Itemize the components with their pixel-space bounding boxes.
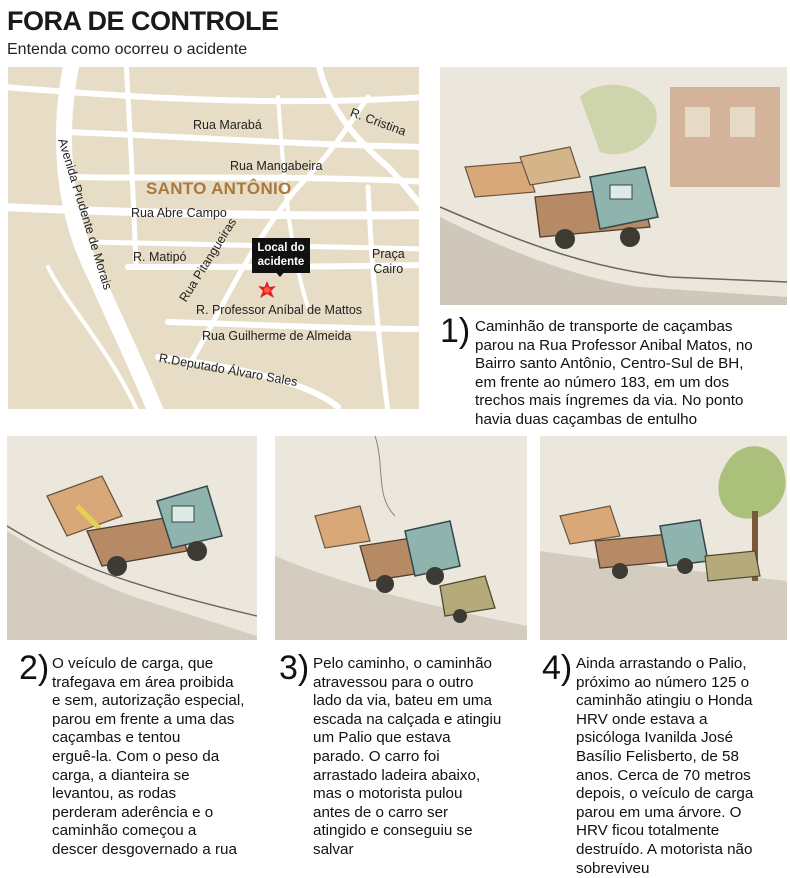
step-2-line: perderam aderência e o xyxy=(52,803,214,821)
step-4-line: sobreviveu xyxy=(576,859,650,877)
truck-lifting-illustration xyxy=(7,436,257,640)
truck-parked-illustration xyxy=(440,67,787,305)
accident-location-label xyxy=(252,238,310,273)
accident-marker xyxy=(258,281,276,298)
step-3-line: Pelo caminho, o caminhão xyxy=(313,655,492,672)
step-2-line: trafegava em área proibida xyxy=(52,673,234,691)
step-2-line: O veículo de carga, que xyxy=(52,655,214,672)
street-label-avenida: Avenida Prudente de Morais xyxy=(55,136,115,292)
step-4-line: próximo ao número 125 o xyxy=(576,673,750,691)
street-label-mangabeira: Rua Mangabeira xyxy=(230,159,323,173)
street-label-alvaro: R.Deputado Álvaro Sales xyxy=(157,350,299,390)
step-3-line: salvar xyxy=(313,840,354,858)
step-2-number: 2) xyxy=(19,649,50,687)
step-3-line: mas o motorista pulou xyxy=(313,785,463,803)
step-3-line: um Palio que estava xyxy=(313,729,451,747)
step-3-line: arrastado ladeira abaixo, xyxy=(313,766,481,784)
step-4-line: caminhão atingiu o Honda xyxy=(576,692,753,710)
step-2-line: levantou, as rodas xyxy=(52,785,177,803)
step-3-line: escada na calçada e atingiu xyxy=(313,710,502,728)
street-label-anibal: R. Professor Aníbal de Mattos xyxy=(196,303,363,317)
step-2-line: parou em frente a uma das xyxy=(52,710,235,728)
accident-label-line-2: acidente xyxy=(257,256,305,268)
street-label-cristina: R. Cristina xyxy=(348,105,408,139)
step-4-line: Ainda arrastando o Palio, xyxy=(576,655,747,672)
accident-label-line-1: Local do xyxy=(257,242,305,254)
step-2-text xyxy=(52,655,244,860)
step-3-line: antes de o carro ser xyxy=(313,803,449,821)
step-4-line: parou em uma árvore. O xyxy=(576,803,742,821)
step-1-number: 1) xyxy=(440,312,471,350)
neighborhood-label: SANTO ANTÔNIO xyxy=(146,179,292,198)
step-2-line: caminhão começou a xyxy=(52,822,197,840)
step-2-line: e sem, autorização especial, xyxy=(52,692,245,710)
step-4-number: 4) xyxy=(542,649,573,687)
step-3-number: 3) xyxy=(279,649,310,687)
step-1-line: Bairro santo Antônio, Centro-Sul de BH, xyxy=(475,355,744,373)
illustration-step-1 xyxy=(440,67,787,305)
step-1-text xyxy=(475,318,753,430)
step-4-text xyxy=(576,655,753,878)
step-4-line: anos. Cerca de 70 metros xyxy=(576,766,751,784)
step-1-line: havia duas caçambas de entulho xyxy=(475,410,698,428)
step-1-line: parou na Rua Professor Anibal Matos, no xyxy=(475,336,753,354)
step-2-line: descer desgovernado a rua xyxy=(52,840,237,858)
truck-stopped-tree-illustration xyxy=(540,436,787,640)
step-2-line: erguê-la. Com o peso da xyxy=(52,747,220,765)
street-label-abre-campo: Rua Abre Campo xyxy=(131,206,227,220)
street-label-guilherme: Rua Guilherme de Almeida xyxy=(202,329,352,343)
step-1-line: Caminhão de transporte de caçambas xyxy=(475,318,733,335)
page-subtitle: Entenda como ocorreu o acidente xyxy=(7,41,248,58)
step-3-line: atravessou para o outro xyxy=(313,673,474,691)
step-3-line: lado da via, bateu em uma xyxy=(313,692,492,710)
step-3-line: atingido e conseguiu se xyxy=(313,822,473,840)
step-2-line: caçambas e tentou xyxy=(52,729,181,747)
step-4-line: destruído. A motorista não xyxy=(576,840,753,858)
illustration-step-3 xyxy=(275,436,527,640)
step-4-line: Basílio Felisberto, de 58 xyxy=(576,747,739,765)
street-label-matipo: R. Matipó xyxy=(133,250,187,264)
step-2-line: carga, a dianteira se xyxy=(52,766,190,784)
street-label-maraba: Rua Marabá xyxy=(193,118,262,132)
step-4-line: HRV onde estava a xyxy=(576,710,708,728)
praca-line-2: Cairo xyxy=(373,262,404,276)
step-3-line: parado. O carro foi xyxy=(313,747,440,765)
street-label-praca xyxy=(372,247,405,277)
illustration-step-2 xyxy=(7,436,257,640)
street-label-pitangueiras: Rua Pitangueiras xyxy=(176,215,240,305)
step-4-line: HRV ficou totalmente xyxy=(576,822,720,840)
praca-line-1: Praça xyxy=(372,247,405,261)
step-1-line: trechos mais íngremes da via. No ponto xyxy=(475,392,744,410)
page-title: FORA DE CONTROLE xyxy=(7,6,279,36)
step-4-line: depois, o veículo de carga xyxy=(576,785,754,803)
truck-hitting-car-illustration xyxy=(275,436,527,640)
illustration-step-4 xyxy=(540,436,787,640)
street-map xyxy=(8,67,419,409)
step-3-text xyxy=(313,655,501,860)
step-1-line: em frente ao número 183, em um dos xyxy=(475,373,730,391)
step-4-line: psicóloga Ivanilda José xyxy=(576,729,734,747)
accident-label-pointer xyxy=(274,270,286,277)
